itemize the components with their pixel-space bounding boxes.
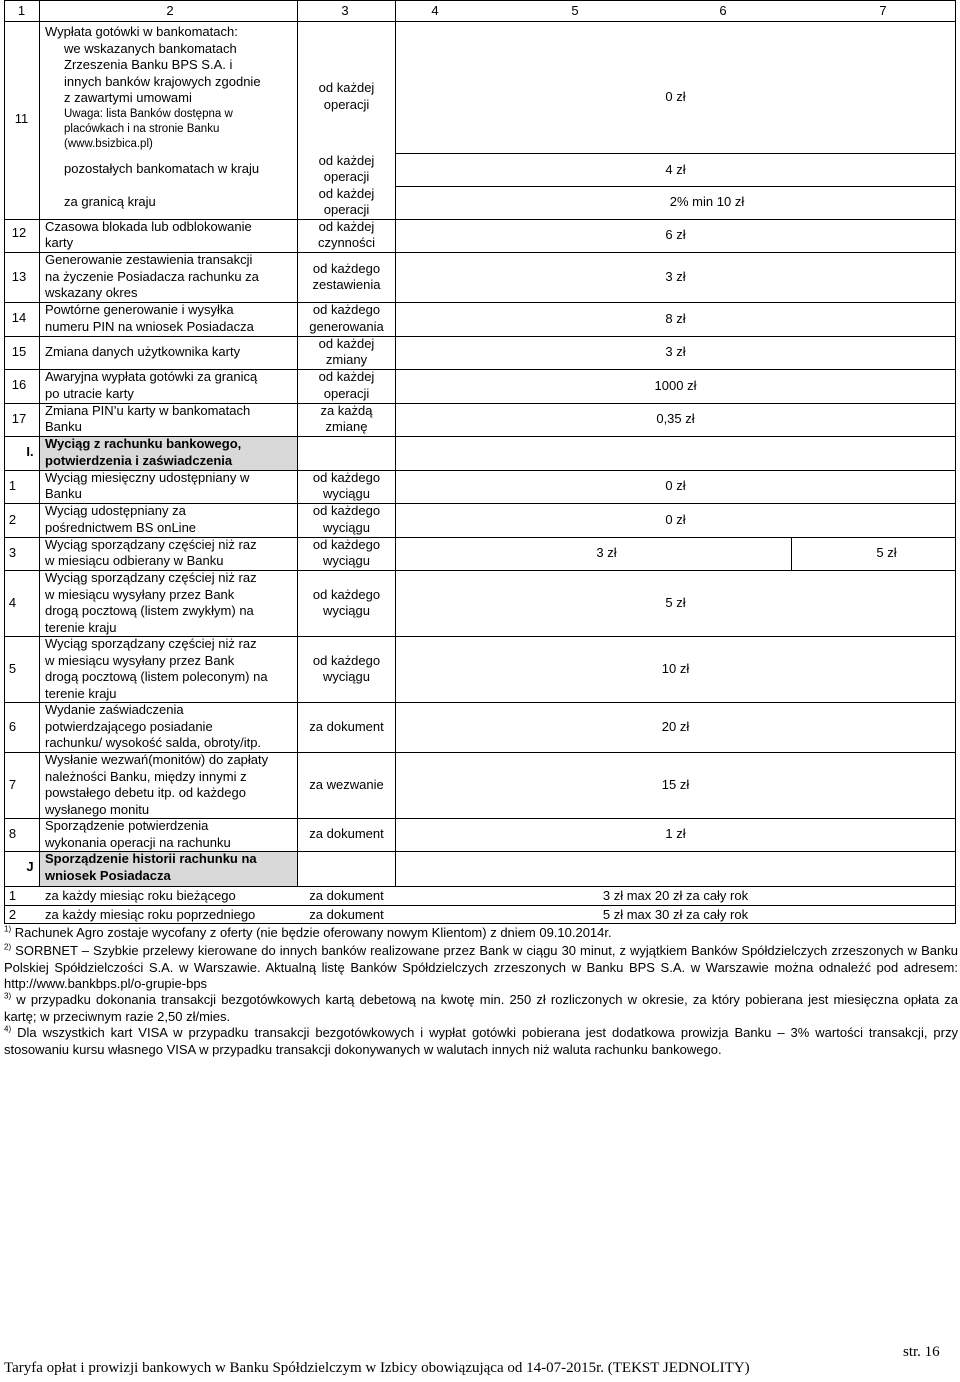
row-number: 7: [8, 777, 17, 792]
grid-line: [297, 0, 298, 886]
row-note: placówkach i na stronie Banku: [64, 123, 220, 135]
row-description: po utracie karty: [45, 386, 134, 401]
row-fee: 10 zł: [661, 661, 690, 676]
row-description: Sporządzenie potwierdzenia: [45, 818, 209, 833]
row-fee: 3 zł: [665, 269, 686, 284]
row-fee: 6 zł: [665, 227, 686, 242]
row-description: pozostałych bankomatach w kraju: [64, 161, 260, 176]
row-fee: 15 zł: [661, 777, 690, 792]
section-title: Sporządzenie historii rachunku na: [45, 851, 257, 866]
row-description: Wyciąg sporządzany częściej niż raz: [45, 636, 257, 651]
row-basis: wyciągu: [323, 669, 370, 684]
row-number: 8: [8, 826, 17, 841]
row-number: 16: [11, 377, 27, 392]
row-fee: 0 zł: [665, 89, 686, 104]
row-fee: 5 zł max 30 zł za cały rok: [602, 907, 749, 922]
section-title: wniosek Posiadacza: [45, 868, 171, 883]
row-description: Zmiana danych użytkownika karty: [45, 344, 241, 359]
row-description: Powtórne generowanie i wysyłka: [45, 302, 234, 317]
row-description: Banku: [45, 419, 82, 434]
row-basis: wyciągu: [323, 486, 370, 501]
row-description: Wyciąg udostępniany za: [45, 503, 186, 518]
row-number: 6: [8, 719, 17, 734]
row-number: 15: [11, 344, 27, 359]
row-description: Zmiana PIN’u karty w bankomatach: [45, 403, 251, 418]
row-description: za każdy miesiąc roku bieżącego: [45, 888, 236, 903]
row-basis: od każdego: [312, 537, 381, 552]
row-description: Wyciąg sporządzany częściej niż raz: [45, 570, 257, 585]
grid-line: [4, 905, 956, 906]
row-basis: zestawienia: [312, 277, 381, 292]
row-note: (www.bsizbica.pl): [64, 138, 153, 150]
row-number: 12: [11, 225, 27, 240]
grid-line: [395, 153, 956, 154]
row-description: za granicą kraju: [64, 194, 156, 209]
grid-line: [4, 886, 956, 887]
footnote-mark: 4): [4, 1024, 12, 1034]
row-basis: za dokument: [309, 907, 384, 922]
row-fee: 4 zł: [665, 162, 686, 177]
grid-line: [4, 0, 956, 1]
row-basis: generowania: [309, 319, 384, 334]
row-description: za każdy miesiąc roku poprzedniego: [45, 907, 256, 922]
footnote-mark: 2): [4, 942, 12, 952]
footnote-text: w przypadku dokonania transakcji bezgotówkowych kartą debetową na kwotę min. 250 zł rozliczonych w okresie, za który pobierana jest miesięczna opłata za kartę; w przeciwnym razie 2,50 zł/mies.: [4, 992, 958, 1024]
row-basis: od każdej: [318, 80, 375, 95]
row-description: karty: [45, 235, 74, 250]
row-basis: od każdego: [312, 503, 381, 518]
row-description: rachunku/ wysokość salda, obroty/itp.: [45, 735, 262, 750]
row-description: wysłanego monitu: [45, 802, 150, 817]
row-description: Wyciąg miesięczny udostępniany w: [45, 470, 250, 485]
row-number: 17: [11, 411, 27, 426]
footnote-text: Rachunek Agro zostaje wycofany z oferty (nie będzie oferowany nowym Klientom) z dniem 09.10.2014r.: [14, 925, 612, 940]
row-basis: operacji: [323, 169, 370, 184]
row-number: 2: [8, 907, 17, 922]
row-description: Awaryjna wypłata gotówki za granicą: [45, 369, 258, 384]
row-description: wykonania operacji na rachunku: [45, 835, 231, 850]
row-number: 11: [14, 111, 29, 126]
row-fee: 0 zł: [665, 512, 686, 527]
row-description: pośrednictwem BS onLine: [45, 520, 197, 535]
row-fee: 3 zł: [596, 545, 617, 560]
row-description: w miesiącu wysyłany przez Bank: [45, 587, 235, 602]
section-number: J: [26, 859, 34, 874]
row-description: drogą pocztową (listem poleconym) na: [45, 669, 268, 684]
grid-line: [4, 336, 956, 337]
row-description: innych banków krajowych zgodnie: [64, 74, 261, 89]
header-col-3: 3: [341, 3, 349, 18]
row-description: Wypłata gotówki w bankomatach:: [45, 24, 238, 39]
row-fee: 20 zł: [661, 719, 690, 734]
row-description: z zawartymi umowami: [64, 90, 192, 105]
row-basis: od każdego: [312, 470, 381, 485]
section-title: Wyciąg z rachunku bankowego,: [45, 436, 242, 451]
row-basis: od każdej: [318, 186, 375, 201]
row-basis: za dokument: [309, 888, 384, 903]
row-description: należności Banku, między innymi z: [45, 769, 247, 784]
row-basis: wyciągu: [323, 553, 370, 568]
row-fee: 8 zł: [665, 311, 686, 326]
row-description: Banku: [45, 486, 82, 501]
header-col-2: 2: [166, 3, 174, 18]
row-description: wskazany okres: [45, 285, 138, 300]
row-description: Czasowa blokada lub odblokowanie: [45, 219, 252, 234]
header-col-5: 5: [571, 3, 579, 18]
row-basis: od każdej: [318, 369, 375, 384]
row-fee: 2% min 10 zł: [669, 194, 745, 209]
grid-line: [955, 0, 956, 924]
row-basis: za dokument: [309, 826, 384, 841]
row-basis: od każdej: [318, 219, 375, 234]
footnote-3: [4, 992, 958, 1025]
footnote-mark: 3): [4, 991, 12, 1001]
row-description: potwierdzającego posiadanie: [45, 719, 213, 734]
grid-line: [4, 21, 956, 22]
row-basis: za dokument: [309, 719, 384, 734]
row-description: we wskazanych bankomatach: [64, 41, 237, 56]
footnote-text: SORBNET – Szybkie przelewy kierowane do innych banków realizowane przez Bank w ciągu 30 minut, z wyjątkiem Banków Spółdzielczych zrzeszonych w Banku Polskiej Spółdzielczości S.A. w Warszawie. Aktualną listę Banków Spółdzielczych zrzeszonych w Banku BPS S.A. w Warszawie można odnaleźć pod adresem: http://www.bankbps.pl/o-grupie-bps: [4, 943, 958, 991]
row-description: drogą pocztową (listem zwykłym) na: [45, 603, 254, 618]
footnote-4: [4, 1025, 958, 1058]
row-number: 14: [11, 310, 27, 325]
row-basis: od każdego: [312, 261, 381, 276]
row-basis: od każdej: [318, 336, 375, 351]
section-number: I.: [26, 444, 34, 459]
row-number: 3: [8, 545, 17, 560]
row-number: 13: [11, 269, 27, 284]
row-description: powstałego debetu itp. od każdego: [45, 785, 246, 800]
row-description: Generowanie zestawienia transakcji: [45, 252, 253, 267]
row-basis: wyciągu: [323, 520, 370, 535]
row-basis: czynności: [317, 235, 376, 250]
grid-line: [395, 186, 956, 187]
row-basis: od każdego: [312, 653, 381, 668]
section-title: potwierdzenia i zaświadczenia: [45, 453, 233, 468]
grid-line: [395, 0, 396, 886]
row-fee: 0 zł: [665, 478, 686, 493]
header-col-1: 1: [17, 3, 26, 18]
header-col-7: 7: [879, 3, 887, 18]
row-description: w miesiącu wysyłany przez Bank: [45, 653, 235, 668]
row-description: numeru PIN na wniosek Posiadacza: [45, 319, 254, 334]
row-basis: operacji: [323, 386, 370, 401]
row-description: Wysłanie wezwań(monitów) do zapłaty: [45, 752, 269, 767]
row-fee: 1 zł: [665, 826, 686, 841]
row-description: terenie kraju: [45, 686, 117, 701]
grid-line: [39, 0, 40, 886]
footnote-1: [4, 925, 958, 942]
row-description: Zrzeszenia Banku BPS S.A. i: [64, 57, 233, 72]
row-description: terenie kraju: [45, 620, 117, 635]
row-description: Wyciąg sporządzany częściej niż raz: [45, 537, 257, 552]
row-description: Wydanie zaświadczenia: [45, 702, 184, 717]
page-number: str. 16: [903, 1344, 940, 1360]
footnote-2: [4, 943, 958, 993]
row-basis: operacji: [323, 202, 370, 217]
row-basis: operacji: [323, 97, 370, 112]
row-basis: za wezwanie: [309, 777, 384, 792]
row-basis: za każdą: [320, 403, 373, 418]
row-fee: 3 zł max 20 zł za cały rok: [602, 888, 749, 903]
footer-text: Taryfa opłat i prowizji bankowych w Banku Spółdzielczym w Izbicy obowiązująca od 14-07-2015r. (TEKST JEDNOLITY): [4, 1360, 750, 1376]
row-number: 5: [8, 661, 17, 676]
row-description: w miesiącu odbierany w Banku: [45, 553, 224, 568]
row-fee: 3 zł: [665, 344, 686, 359]
row-fee: 5 zł: [665, 595, 686, 610]
row-basis: od każdego: [312, 587, 381, 602]
row-basis: zmiany: [325, 352, 368, 367]
row-number: 1: [8, 478, 17, 493]
row-fee: 5 zł: [876, 545, 897, 560]
row-basis: od każdego: [312, 302, 381, 317]
row-note: Uwaga: lista Banków dostępna w: [64, 108, 233, 120]
row-number: 2: [8, 512, 17, 527]
row-fee: 0,35 zł: [656, 411, 695, 426]
row-number: 4: [8, 595, 17, 610]
footnote-mark: 1): [4, 924, 12, 934]
row-description: na życzenie Posiadacza rachunku za: [45, 269, 259, 284]
row-basis: zmianę: [325, 419, 368, 434]
header-col-6: 6: [719, 3, 727, 18]
row-basis: od każdej: [318, 153, 375, 168]
row-basis: wyciągu: [323, 603, 370, 618]
row-fee: 1000 zł: [654, 378, 697, 393]
header-col-4: 4: [431, 3, 439, 18]
row-number: 1: [8, 888, 17, 903]
footnote-text: Dla wszystkich kart VISA w przypadku transakcji bezgotówkowych i wypłat gotówki pobierana jest dodatkowa prowizja Banku – 3% wartości transakcji, przy stosowaniu kursu własnego VISA w przypadku transakcji dokonywanych w walutach innych niż waluta rachunku bankowego.: [4, 1025, 958, 1057]
